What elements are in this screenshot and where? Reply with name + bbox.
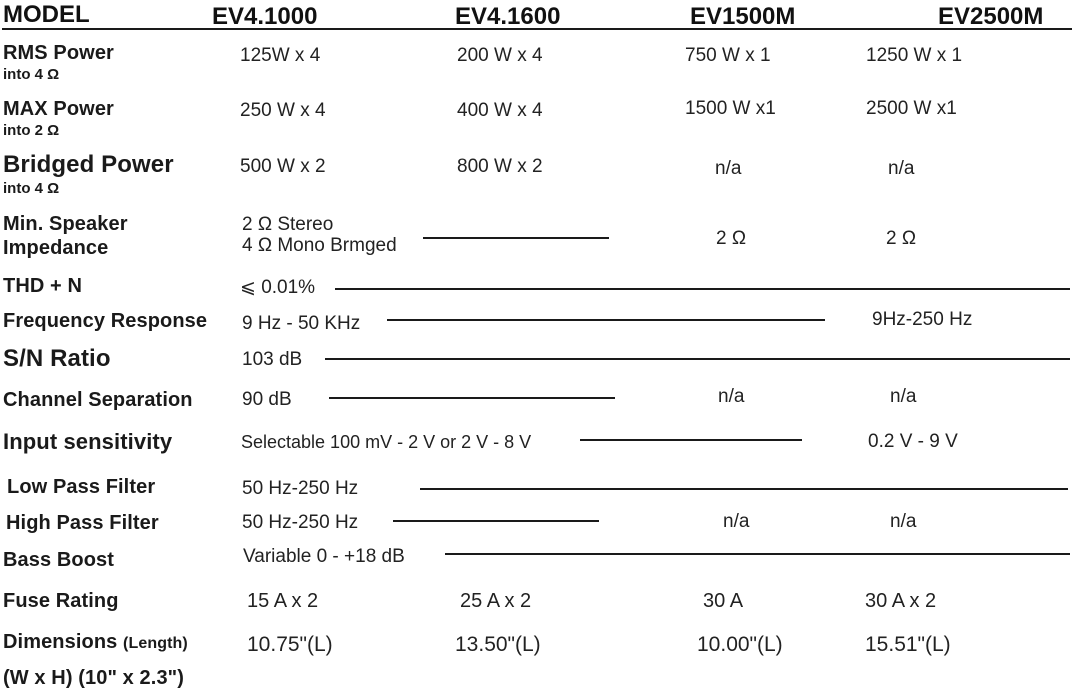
bass-boost-value: Variable 0 - +18 dB <box>243 546 405 567</box>
hpf-value-ev2500m: n/a <box>890 511 917 532</box>
sn-span-line <box>325 358 1070 360</box>
thd-span-line <box>335 288 1070 290</box>
dimensions-label-line2: (W x H) (10" x 2.3") <box>3 667 185 689</box>
rms-power-label: RMS Power <box>3 42 114 64</box>
model-header-ev1500m: EV1500M <box>690 3 796 30</box>
header-divider <box>2 28 1072 30</box>
dims-value-ev2500m: 15.51"(L) <box>865 633 951 656</box>
bridged-value-ev41000: 500 W x 2 <box>240 156 326 177</box>
model-header-ev41600: EV4.1600 <box>455 3 561 30</box>
high-pass-filter-label: High Pass Filter <box>6 512 159 534</box>
fuse-value-ev41600: 25 A x 2 <box>460 590 532 612</box>
rms-value-ev41600: 200 W x 4 <box>457 45 543 66</box>
frequency-response-label: Frequency Response <box>3 310 208 332</box>
channel-separation-label: Channel Separation <box>3 389 193 411</box>
sn-ratio-value: 103 dB <box>242 349 303 370</box>
thd-label: THD + N <box>3 275 83 297</box>
sn-ratio-label: S/N Ratio <box>3 345 111 372</box>
channel-value-ev2500m: n/a <box>890 386 917 407</box>
max-value-ev41600: 400 W x 4 <box>457 100 543 121</box>
bridged-value-ev2500m: n/a <box>888 158 915 179</box>
hpf-value-ev1500m: n/a <box>723 511 750 532</box>
bridged-value-ev1500m: n/a <box>715 158 742 179</box>
dimensions-label <box>3 631 188 654</box>
channel-value-ev1500m: n/a <box>718 386 745 407</box>
input-span-line <box>580 439 802 441</box>
fuse-value-ev41000: 15 A x 2 <box>247 590 319 612</box>
dims-value-ev41600: 13.50"(L) <box>455 633 541 656</box>
fuse-value-ev1500m: 30 A <box>703 590 744 612</box>
channel-span-line <box>329 397 615 399</box>
hpf-span-line <box>393 520 599 522</box>
rms-value-ev41000: 125W x 4 <box>240 45 321 66</box>
model-header-label: MODEL <box>3 1 90 28</box>
frequency-response-value-ev2500m: 9Hz-250 Hz <box>872 309 973 330</box>
thd-value: ⩽ 0.01% <box>240 277 316 298</box>
bass-boost-label: Bass Boost <box>3 549 115 571</box>
bass-span-line <box>445 553 1070 555</box>
frequency-response-value: 9 Hz - 50 KHz <box>242 313 361 334</box>
impedance-value-ev2500m: 2 Ω <box>886 228 917 249</box>
lpf-span-line <box>420 488 1068 490</box>
model-header-ev2500m: EV2500M <box>938 3 1044 30</box>
impedance-label-line2: Impedance <box>3 237 109 259</box>
low-pass-filter-value: 50 Hz-250 Hz <box>242 478 359 499</box>
model-header-ev41000: EV4.1000 <box>212 3 318 30</box>
max-value-ev1500m: 1500 W x1 <box>685 98 776 119</box>
rms-power-sublabel: into 4 Ω <box>3 66 60 83</box>
low-pass-filter-label: Low Pass Filter <box>7 476 156 498</box>
dimensions-label-main: Dimensions <box>3 631 118 653</box>
impedance-value-mono: 4 Ω Mono Brmged <box>242 235 397 256</box>
max-power-sublabel: into 2 Ω <box>3 122 60 139</box>
bridged-value-ev41600: 800 W x 2 <box>457 156 543 177</box>
channel-separation-value: 90 dB <box>242 389 292 410</box>
fuse-value-ev2500m: 30 A x 2 <box>865 590 937 612</box>
input-sensitivity-value: Selectable 100 mV - 2 V or 2 V - 8 V <box>241 432 532 452</box>
dimensions-label-suffix: (Length) <box>123 635 188 652</box>
rms-value-ev2500m: 1250 W x 1 <box>866 45 963 66</box>
bridged-power-sublabel: into 4 Ω <box>3 180 60 197</box>
dims-value-ev41000: 10.75"(L) <box>247 633 333 656</box>
max-value-ev2500m: 2500 W x1 <box>866 98 957 119</box>
high-pass-filter-value: 50 Hz-250 Hz <box>242 512 359 533</box>
frequency-span-line <box>387 319 825 321</box>
input-sensitivity-value-ev2500m: 0.2 V - 9 V <box>868 431 958 452</box>
impedance-value-stereo: 2 Ω Stereo <box>242 214 334 235</box>
impedance-value-ev1500m: 2 Ω <box>716 228 747 249</box>
max-power-label: MAX Power <box>3 98 114 120</box>
impedance-span-line <box>423 237 609 239</box>
dims-value-ev1500m: 10.00"(L) <box>697 633 783 656</box>
fuse-rating-label: Fuse Rating <box>3 590 119 612</box>
impedance-label-line1: Min. Speaker <box>3 213 128 235</box>
bridged-power-label: Bridged Power <box>3 151 174 178</box>
rms-value-ev1500m: 750 W x 1 <box>685 45 771 66</box>
input-sensitivity-label: Input sensitivity <box>3 429 173 454</box>
max-value-ev41000: 250 W x 4 <box>240 100 326 121</box>
